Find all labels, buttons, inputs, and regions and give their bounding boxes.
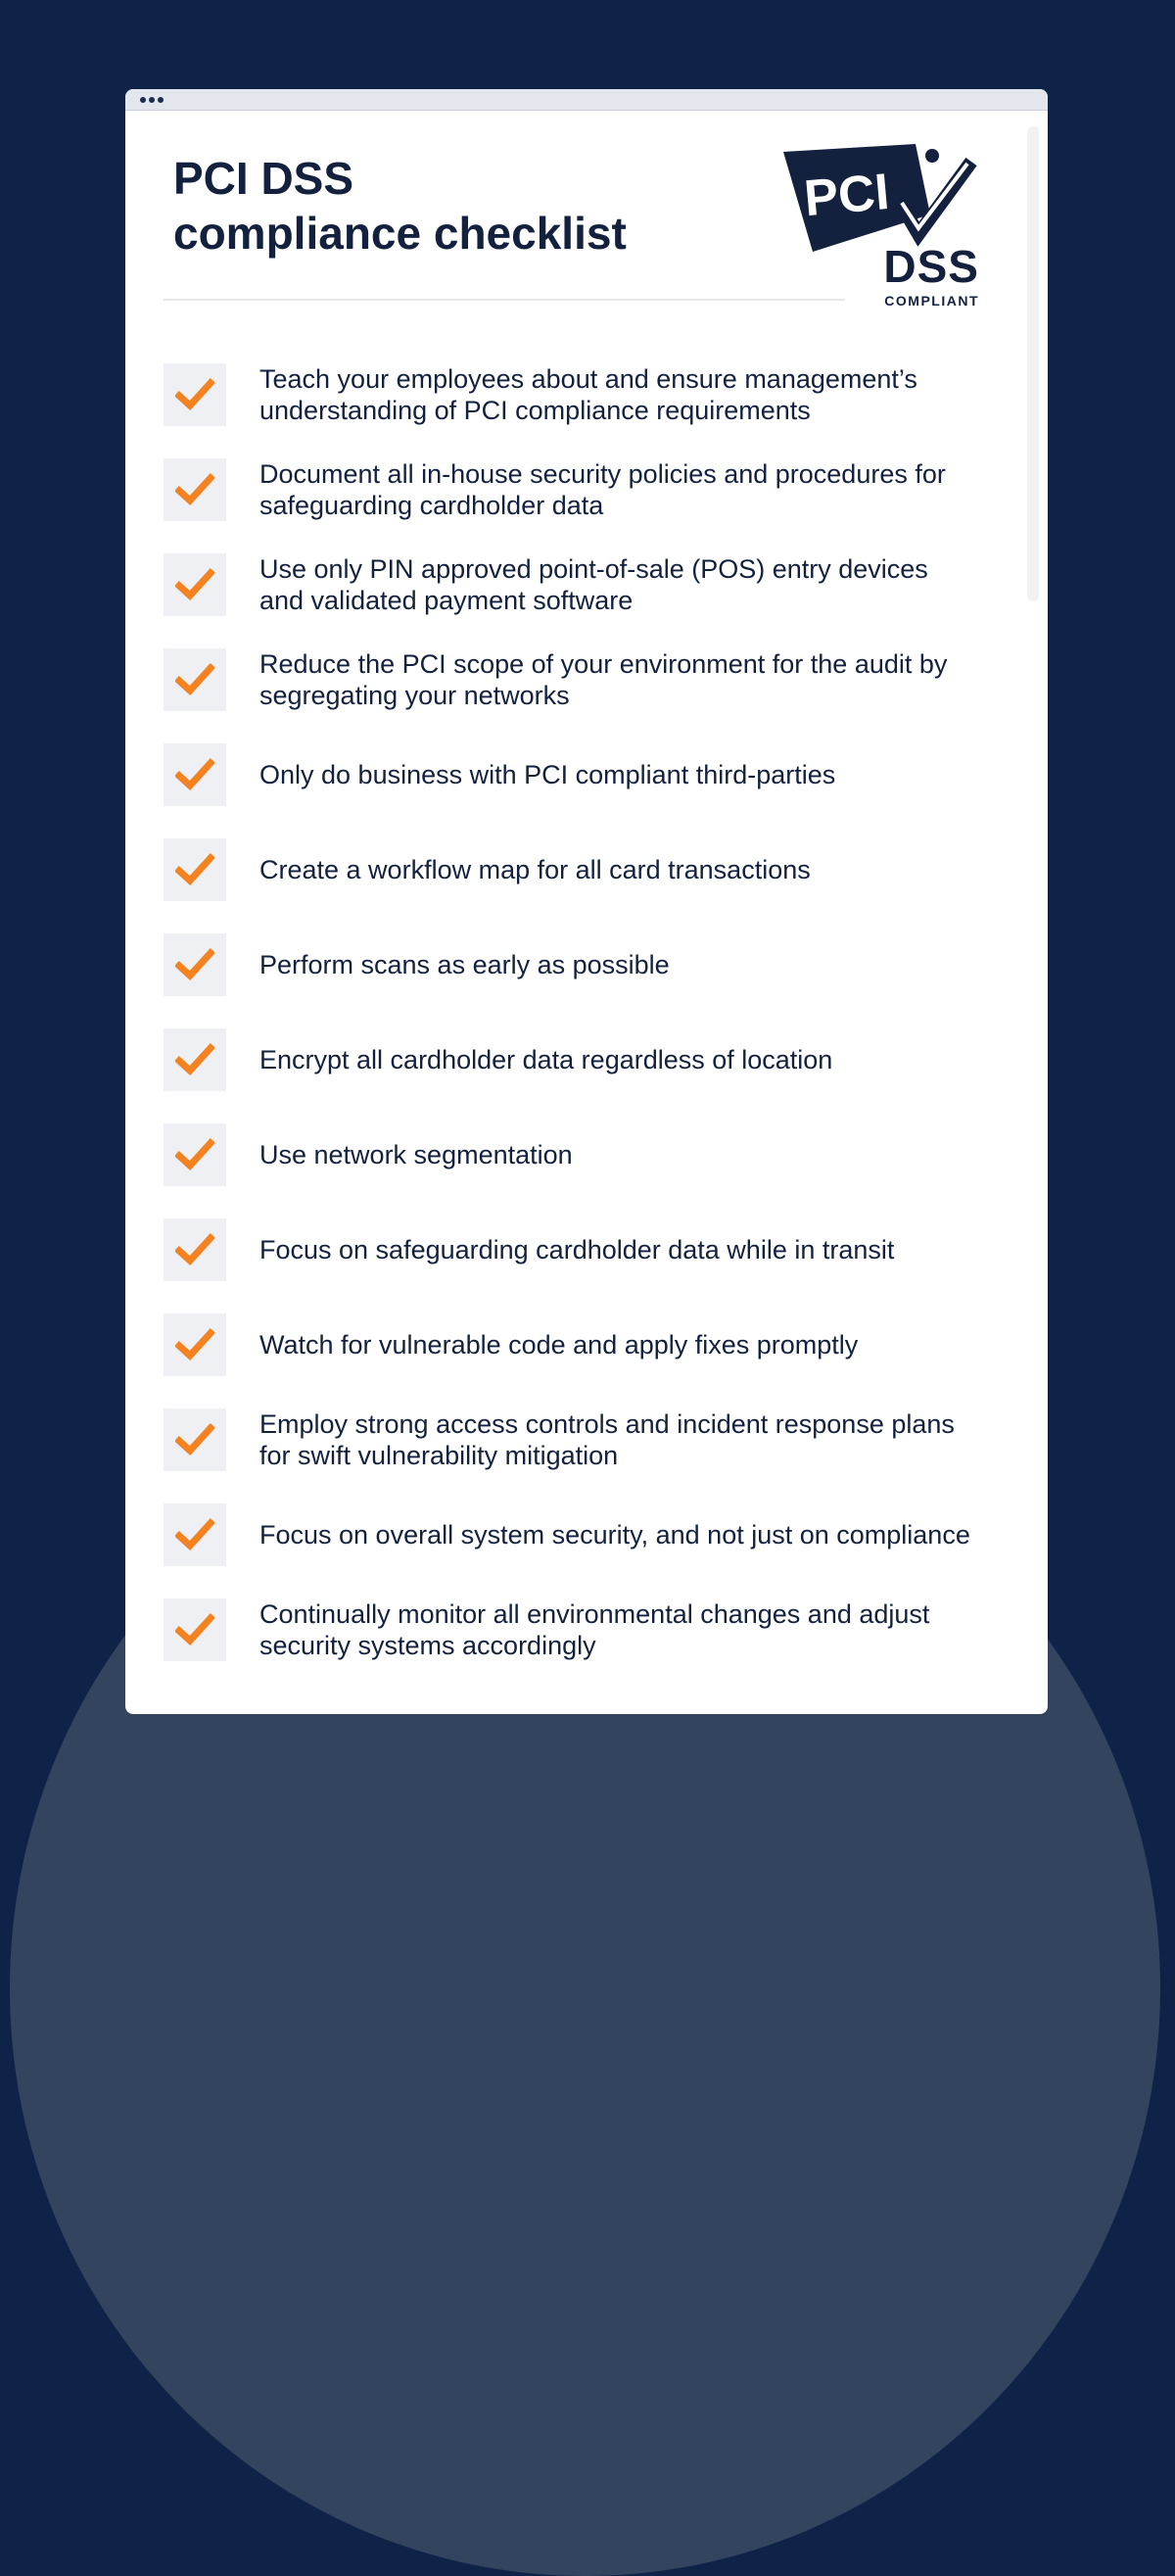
checklist-item-text: Use network segmentation — [259, 1140, 573, 1169]
checklist-item — [164, 1579, 986, 1674]
check-icon — [175, 948, 214, 981]
checklist-item — [164, 439, 986, 534]
checklist-item — [164, 819, 986, 914]
checklist-item-text: Use only PIN approved point-of-sale (POS) entry devices and validated payment software — [259, 554, 928, 615]
checkbox — [164, 1503, 226, 1566]
checkbox — [164, 363, 226, 426]
checkbox — [164, 1408, 226, 1471]
page-title — [173, 151, 627, 261]
checkbox — [164, 838, 226, 901]
checklist-item — [164, 1104, 986, 1199]
checklist-item-text: Focus on safeguarding cardholder data while in transit — [259, 1235, 895, 1264]
pci-dss-logo — [783, 144, 979, 310]
checkbox — [164, 743, 226, 806]
check-icon — [175, 1233, 214, 1266]
check-icon — [175, 1328, 214, 1361]
checklist-item-text: Only do business with PCI compliant third-parties — [259, 760, 836, 789]
checklist-item-text: Reduce the PCI scope of your environment for the audit by segregating your networks — [259, 649, 948, 710]
checklist-item — [164, 1389, 986, 1484]
check-icon — [175, 1423, 214, 1456]
checkbox — [164, 1218, 226, 1281]
checkbox — [164, 933, 226, 996]
check-icon — [175, 473, 214, 506]
checklist-item-text: Encrypt all cardholder data regardless of location — [259, 1045, 833, 1074]
checklist-item-text: Teach your employees about and ensure management’s understanding of PCI compliance requirements — [259, 364, 917, 425]
logo-compliant-text: COMPLIANT — [884, 293, 979, 309]
window-dot-icon — [149, 97, 155, 103]
check-icon — [175, 1613, 214, 1646]
logo-dss-text: DSS — [883, 241, 979, 292]
browser-window — [125, 89, 1048, 1714]
checklist-item — [164, 1009, 986, 1104]
window-titlebar — [125, 89, 1048, 111]
window-dot-icon — [140, 97, 146, 103]
checklist-item-text: Continually monitor all environmental changes and adjust security systems accordingly — [259, 1599, 930, 1660]
checklist-item — [164, 534, 986, 629]
window-dot-icon — [158, 97, 164, 103]
scrollbar[interactable] — [1027, 126, 1039, 601]
checklist-item — [164, 629, 986, 724]
checklist-item-text: Watch for vulnerable code and apply fixes promptly — [259, 1330, 859, 1360]
check-icon — [175, 378, 214, 411]
check-icon — [175, 663, 214, 696]
checklist-item-text: Employ strong access controls and incident response plans for swift vulnerability mitigation — [259, 1409, 955, 1470]
checkbox — [164, 648, 226, 711]
pci-logo-icon — [783, 144, 979, 252]
checklist-item — [164, 1199, 986, 1294]
checkbox — [164, 553, 226, 616]
checkbox — [164, 1598, 226, 1661]
checkbox — [164, 1028, 226, 1091]
title-line-1: PCI DSS — [173, 153, 354, 204]
check-icon — [175, 1518, 214, 1551]
checkbox — [164, 1123, 226, 1186]
check-icon — [175, 568, 214, 601]
checklist-item-text: Create a workflow map for all card transactions — [259, 855, 811, 884]
checkbox — [164, 458, 226, 521]
checklist-item — [164, 1294, 986, 1389]
checklist-item-text: Focus on overall system security, and not just on compliance — [259, 1520, 970, 1550]
logo-mark-text: PCI — [802, 163, 892, 228]
checklist — [164, 344, 986, 1674]
checklist-item — [164, 724, 986, 819]
checklist-item — [164, 914, 986, 1009]
checklist-item-text: Perform scans as early as possible — [259, 950, 670, 979]
checklist-item-text: Document all in-house security policies and procedures for safeguarding cardholder data — [259, 459, 946, 520]
title-line-2: compliance checklist — [173, 208, 627, 259]
header-divider — [164, 299, 845, 301]
checklist-item — [164, 1484, 986, 1579]
checklist-item — [164, 344, 986, 439]
check-icon — [175, 1138, 214, 1171]
check-icon — [175, 853, 214, 886]
checkbox — [164, 1313, 226, 1376]
check-icon — [175, 1043, 214, 1076]
check-icon — [175, 758, 214, 791]
